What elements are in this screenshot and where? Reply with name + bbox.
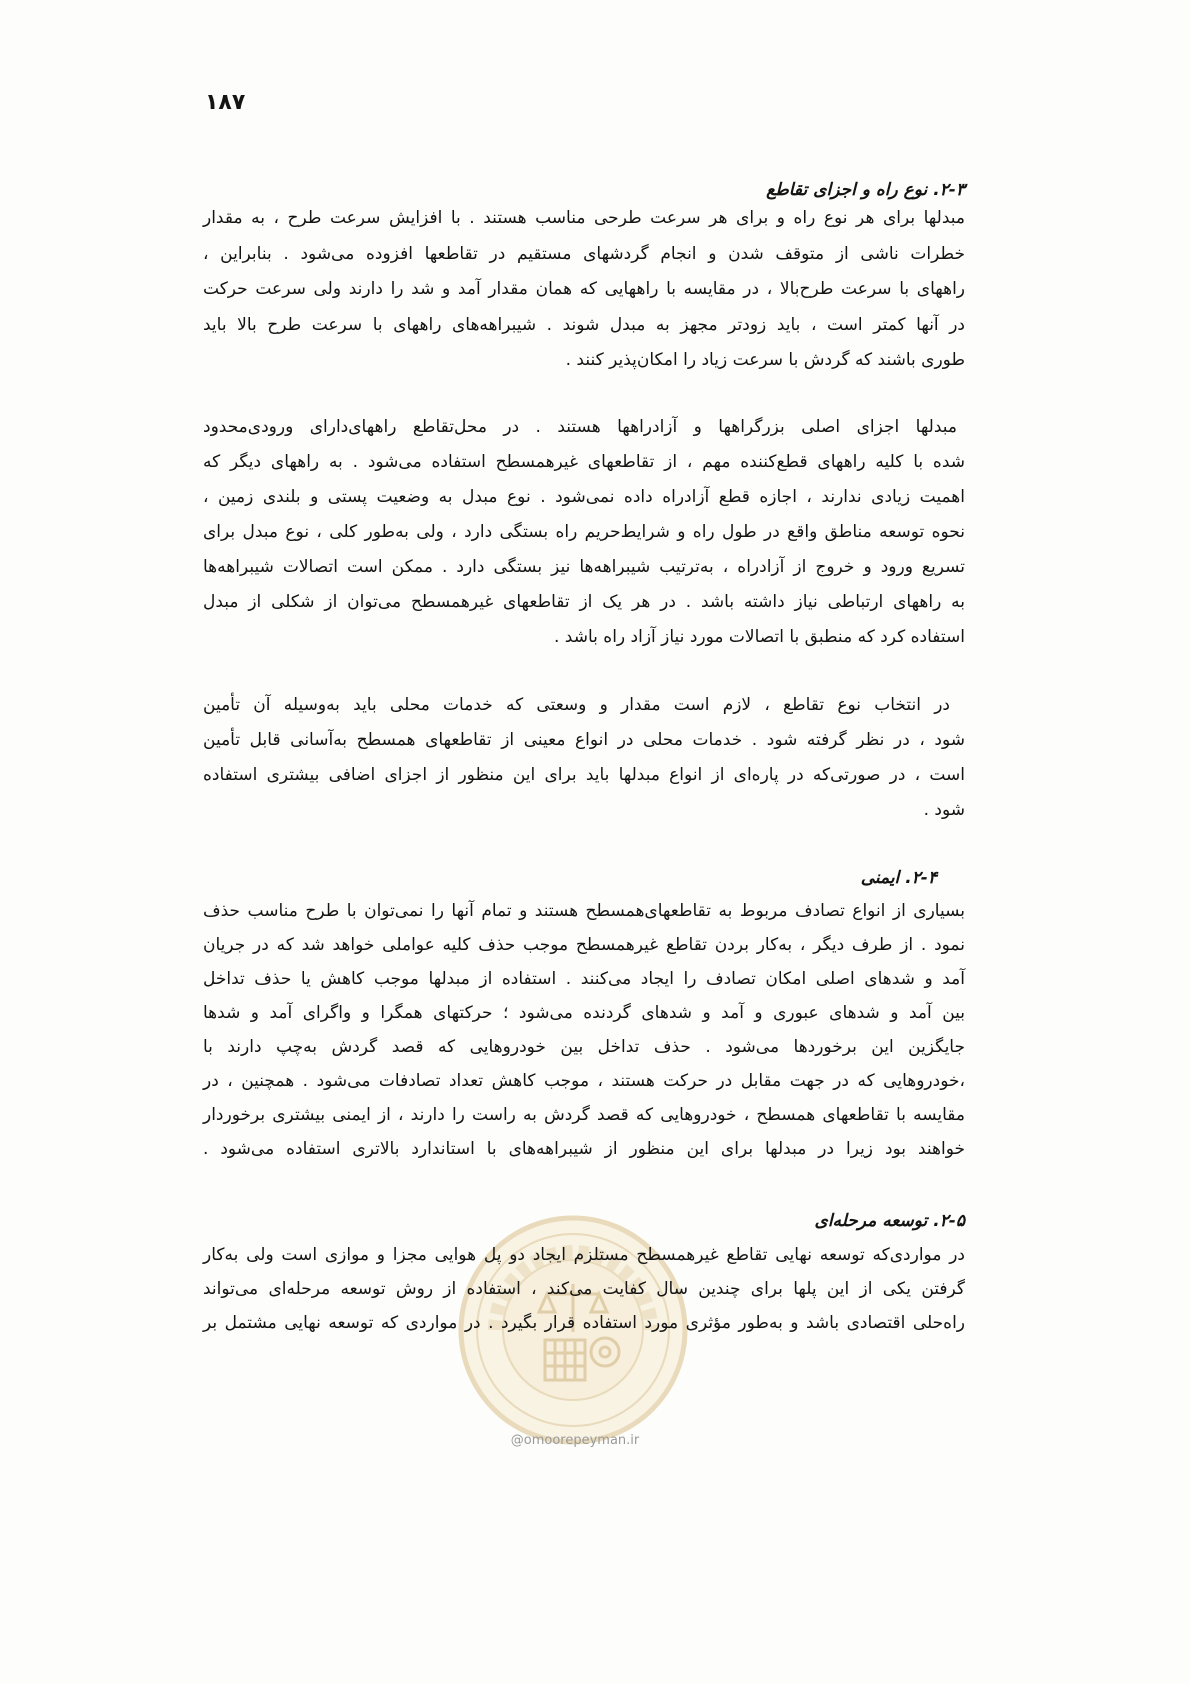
text-line: نحوه توسعه مناطق واقع در طول راه و شرایط‌حریم راه بستگی دارد ، ولی به‌طور کلی ، نوع مبدل برای [203,522,965,542]
section-heading-block [203,861,937,895]
text-line: در مواردی‌که توسعه نهایی تقاطع غیرهمسطح مستلزم ایجاد دو پل هوایی مجزا و موازی است ولی به‌کار [203,1245,965,1265]
section-heading: ۲-۳. نوع راه و اجزای تقاطع [766,180,965,200]
paragraph [203,894,965,1166]
text-line: شود ، در نظر گرفته شود . خدمات محلی در انواع معینی از تقاطعهای همسطح به‌آسانی قابل تأمین [203,730,965,750]
section-heading: ۲-۵. توسعه مرحله‌ای [814,1211,965,1231]
section-heading-block [203,1204,965,1238]
text-line: بسیاری از انواع تصادف مربوط به تقاطعهای‌همسطح هستند و تمام آنها را نمی‌توان با طرح مناسب حذف [203,901,965,921]
text-line: خطرات ناشی از متوقف شدن و انجام گردشهای مستقیم در تقاطعها افزوده می‌شود . بنابراین ، [203,243,965,264]
text-line: راههای با سرعت طرح‌بالا ، در مقایسه با راههایی که همان مقدار آمد و شد را دارند ولی سرعت حرکت [203,279,965,299]
text-line: ،خودروهایی که در جهت مقابل در حرکت هستند ، موجب کاهش تعداد تصادفات می‌شود . همچنین ، در [203,1071,965,1091]
text-line: مبدلها اجزای اصلی بزرگراهها و آزادراهها هستند . در محل‌تقاطع راههای‌دارای ورودی‌محدود [203,417,957,437]
text-line: در انتخاب نوع تقاطع ، لازم است مقدار و وسعتی که خدمات محلی باید به‌وسیله آن تأمین [203,695,950,715]
text-line: اهمیت زیادی ندارند ، اجازه قطع آزادراه داده نمی‌شود . نوع مبدل به وضعیت پستی و بلندی زمین ، [203,487,965,507]
paragraph [203,410,965,655]
section-heading: ۲-۴. ایمنی [860,868,937,888]
text-line: شود . [923,800,965,820]
text-line: است ، در صورتی‌که در پاره‌ای از انواع مبدلها باید برای این منظور از اجزای اضافی بیشتری استفاده [203,765,965,785]
paragraph [203,688,965,828]
page-number: ۱۸۷ [205,90,246,115]
text-line: بین آمد و شدهای عبوری و آمد و شدهای گردنده می‌شود ؛ حرکتهای همگرا و واگرای آمد و شدها [203,1003,965,1023]
text-line: مقایسه با تقاطعهای همسطح ، خودروهایی که قصد گردش به راست را دارند ، از ایمنی بیشتری برخوردار [203,1105,965,1125]
text-line: تسریع ورود و خروج از آزادراه ، به‌ترتیب شیبراهه‌ها نیز بستگی دارد . ممکن است اتصالات شیبراهه‌ها [203,557,965,577]
text-line: آمد و شدهای اصلی امکان تصادف را ایجاد می‌کنند . استفاده از مبدلها موجب کاهش یا حذف تداخل [203,969,965,989]
text-line: خواهند بود زیرا در مبدلها برای این منظور از شیبراهه‌های با استاندارد بالاتری استفاده می‌شود . [203,1139,965,1159]
watermark-text: @omoorepeyman.ir [510,1433,640,1448]
text-line: استفاده کرد که منطبق با اتصالات مورد نیاز آزاد راه باشد . [554,627,965,647]
text-line: نمود . از طرف دیگر ، به‌کار بردن تقاطع غیرهمسطح موجب حذف کلیه عواملی خواهد شد که در جریان [203,935,965,955]
text-line: طوری باشند که گردش با سرعت زیاد را امکان‌پذیر کنند . [565,350,965,370]
text-line: جایگزین این برخوردها می‌شود . حذف تداخل بین خودروهایی که قصد گردش به‌چپ دارند با [203,1037,965,1057]
text-line: راه‌حلی اقتصادی باشد و به‌طور مؤثری مورد استفاده قرار بگیرد . در مواردی که توسعه نهایی مشتمل بر [203,1313,965,1333]
text-line: شده با کلیه راههای قطع‌کننده مهم ، از تقاطعهای غیرهمسطح استفاده می‌شود . به راههای دیگر که [203,452,965,472]
paragraph [203,1238,965,1340]
text-line: گرفتن یکی از این پلها برای چندین سال کفایت می‌کند ، استفاده از روش توسعه مرحله‌ای می‌تواند [203,1279,965,1299]
paragraph [203,201,965,379]
text-line: به راههای ارتباطی نیاز داشته باشد . در هر یک از تقاطعهای غیرهمسطح می‌توان از شکلی از مبدل [203,592,965,612]
text-line: در آنها کمتر است ، باید زودتر مجهز به مبدل شوند . شیبراهه‌های راههای با سرعت طرح بالا باید [203,314,965,335]
text-line: مبدلها برای هر نوع راه و برای هر سرعت طرحی مناسب هستند . با افزایش سرعت طرح ، به مقدار [203,208,965,228]
